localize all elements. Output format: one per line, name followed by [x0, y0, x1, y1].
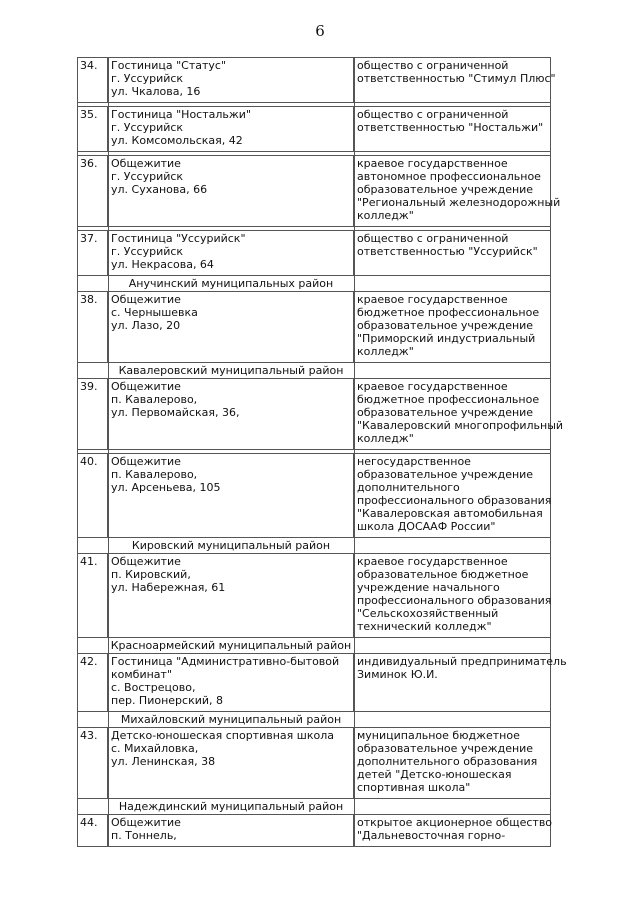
object-line: п. Кавалерово,	[111, 393, 198, 406]
object-cell	[108, 107, 354, 152]
district-owner-cell	[354, 538, 551, 554]
table-row	[78, 107, 551, 152]
owner-line: бюджетное профессиональное	[357, 306, 540, 319]
district-row	[78, 363, 551, 379]
object-line: Общежитие	[111, 555, 181, 568]
row-number: 37.	[78, 231, 109, 276]
owner-line: бюджетное профессиональное	[357, 393, 540, 406]
owner-line: краевое государственное	[357, 157, 508, 170]
object-cell	[108, 292, 354, 363]
district-blank-cell	[78, 712, 109, 728]
row-number: 43.	[78, 728, 109, 799]
owner-line: краевое государственное	[357, 293, 508, 306]
object-line: Гостиница "Статус"	[111, 59, 227, 72]
table-row	[78, 379, 551, 450]
owner-line: краевое государственное	[357, 380, 508, 393]
owner-line: "Кавалеровский многопрофильный	[357, 419, 564, 432]
owner-line: ответственностью "Уссурийск"	[357, 245, 538, 258]
owner-line: колледж"	[357, 432, 414, 445]
owner-cell	[354, 231, 551, 276]
district-row	[78, 638, 551, 654]
district-row	[78, 799, 551, 815]
owner-line: дополнительного образования	[357, 755, 538, 768]
object-line: пер. Пионерский, 8	[111, 694, 224, 707]
district-owner-cell	[354, 799, 551, 815]
owner-line: "Дальневосточная горно-	[357, 829, 506, 842]
object-line: ул. Арсеньева, 105	[111, 481, 221, 494]
district-blank-cell	[78, 363, 109, 379]
owner-line: школа ДОСААФ России"	[357, 520, 496, 533]
object-line: г. Уссурийск	[111, 72, 184, 85]
district-row	[78, 538, 551, 554]
row-number: 42.	[78, 654, 109, 712]
row-number: 36.	[78, 156, 109, 227]
object-line: Общежитие	[111, 816, 181, 829]
object-line: Общежитие	[111, 157, 181, 170]
row-number: 38.	[78, 292, 109, 363]
row-number: 39.	[78, 379, 109, 450]
owner-line: дополнительного	[357, 481, 460, 494]
owner-line: "Кавалеровская автомобильная	[357, 507, 543, 520]
object-line: п. Кировский,	[111, 568, 191, 581]
row-number: 40.	[78, 454, 109, 538]
row-number: 34.	[78, 58, 109, 103]
object-cell	[108, 554, 354, 638]
table-row	[78, 231, 551, 276]
owner-line: Зиминок Ю.И.	[357, 668, 438, 681]
table-row	[78, 454, 551, 538]
object-line: Гостиница "Ностальжи"	[111, 108, 251, 121]
owner-cell	[354, 292, 551, 363]
object-line: ул. Набережная, 61	[111, 581, 226, 594]
object-line: Гостиница "Административно-бытовой	[111, 655, 340, 668]
object-line: г. Уссурийск	[111, 121, 184, 134]
object-line: ул. Лазо, 20	[111, 319, 181, 332]
object-line: п. Кавалерово,	[111, 468, 198, 481]
owner-line: детей "Детско-юношеская	[357, 768, 512, 781]
owner-line: образовательное бюджетное	[357, 568, 529, 581]
owner-line: учреждение начального	[357, 581, 500, 594]
owner-cell	[354, 654, 567, 712]
owner-line: спортивная школа"	[357, 781, 471, 794]
object-line: с. Вострецово,	[111, 681, 196, 694]
owner-cell	[354, 107, 551, 152]
object-line: п. Тоннель,	[111, 829, 177, 842]
owner-line: краевое государственное	[357, 555, 508, 568]
object-line: ул. Ленинская, 38	[111, 755, 216, 768]
owner-cell	[354, 554, 551, 638]
owner-line: автономное профессиональное	[357, 170, 541, 183]
object-line: г. Уссурийск	[111, 245, 184, 258]
district-name: Кировский муниципальный район	[108, 538, 354, 554]
table-row	[78, 728, 551, 799]
owner-cell	[354, 454, 551, 538]
owner-line: колледж"	[357, 209, 414, 222]
district-blank-cell	[78, 276, 109, 292]
district-name: Анучинский муниципальных район	[108, 276, 354, 292]
object-line: Гостиница "Уссурийск"	[111, 232, 246, 245]
page-number: 6	[315, 22, 325, 40]
owner-line: образовательное учреждение	[357, 742, 534, 755]
district-owner-cell	[354, 276, 551, 292]
owner-line: индивидуальный предприниматель	[357, 655, 567, 668]
row-number: 44.	[78, 815, 109, 847]
owner-line: "Сельскохозяйственный	[357, 607, 499, 620]
owner-line: образовательное учреждение	[357, 319, 534, 332]
district-owner-cell	[354, 638, 551, 654]
owner-cell	[354, 728, 551, 799]
object-line: ул. Некрасова, 64	[111, 258, 214, 271]
object-line: ул. Первомайская, 36,	[111, 406, 240, 419]
owner-line: открытое акционерное общество	[357, 816, 553, 829]
district-blank-cell	[78, 638, 109, 654]
object-cell	[108, 815, 354, 847]
object-line: ул. Чкалова, 16	[111, 85, 201, 98]
district-owner-cell	[354, 363, 551, 379]
district-row	[78, 712, 551, 728]
district-name: Надеждинский муниципальный район	[108, 799, 354, 815]
table-row	[78, 156, 551, 227]
object-line: ул. Суханова, 66	[111, 183, 208, 196]
district-blank-cell	[78, 538, 109, 554]
object-cell	[108, 454, 354, 538]
row-number: 41.	[78, 554, 109, 638]
table-row	[78, 554, 551, 638]
owner-line: ответственностью "Стимул Плюс"	[357, 72, 556, 85]
object-cell	[108, 156, 354, 227]
object-line: Детско-юношеская спортивная школа	[111, 729, 334, 742]
object-line: комбинат"	[111, 668, 173, 681]
table-row	[78, 815, 551, 847]
owner-line: колледж"	[357, 345, 414, 358]
district-name: Красноармейский муниципальный район	[108, 638, 354, 654]
owner-cell	[354, 156, 561, 227]
table-row	[78, 58, 551, 103]
register-table	[77, 57, 567, 847]
object-line: с. Чернышевка	[111, 306, 198, 319]
object-cell	[108, 58, 354, 103]
object-line: Общежитие	[111, 293, 181, 306]
owner-line: образовательное учреждение	[357, 468, 534, 481]
object-line: Общежитие	[111, 455, 181, 468]
owner-cell	[354, 815, 551, 847]
owner-line: профессионального образования	[357, 494, 552, 507]
owner-line: профессионального образования	[357, 594, 552, 607]
district-blank-cell	[78, 799, 109, 815]
row-number: 35.	[78, 107, 109, 152]
district-name: Кавалеровский муниципальный район	[108, 363, 354, 379]
owner-line: общество с ограниченной	[357, 59, 509, 72]
object-line: г. Уссурийск	[111, 170, 184, 183]
object-cell	[108, 654, 354, 712]
object-line: Общежитие	[111, 380, 181, 393]
owner-line: технический колледж"	[357, 620, 492, 633]
owner-line: ответственностью "Ностальжи"	[357, 121, 544, 134]
owner-line: образовательное учреждение	[357, 406, 534, 419]
district-name: Михайловский муниципальный район	[108, 712, 354, 728]
owner-cell	[354, 58, 556, 103]
owner-line: муниципальное бюджетное	[357, 729, 520, 742]
table-row	[78, 654, 551, 712]
object-cell	[108, 728, 354, 799]
table-row	[78, 292, 551, 363]
owner-line: общество с ограниченной	[357, 232, 509, 245]
owner-line: общество с ограниченной	[357, 108, 509, 121]
district-owner-cell	[354, 712, 551, 728]
owner-cell	[354, 379, 564, 450]
owner-line: "Приморский индустриальный	[357, 332, 536, 345]
object-cell	[108, 231, 354, 276]
object-line: ул. Комсомольская, 42	[111, 134, 243, 147]
owner-line: образовательное учреждение	[357, 183, 534, 196]
object-cell	[108, 379, 354, 450]
owner-line: негосударственное	[357, 455, 471, 468]
object-line: с. Михайловка,	[111, 742, 199, 755]
district-row	[78, 276, 551, 292]
owner-line: "Региональный железнодорожный	[357, 196, 561, 209]
